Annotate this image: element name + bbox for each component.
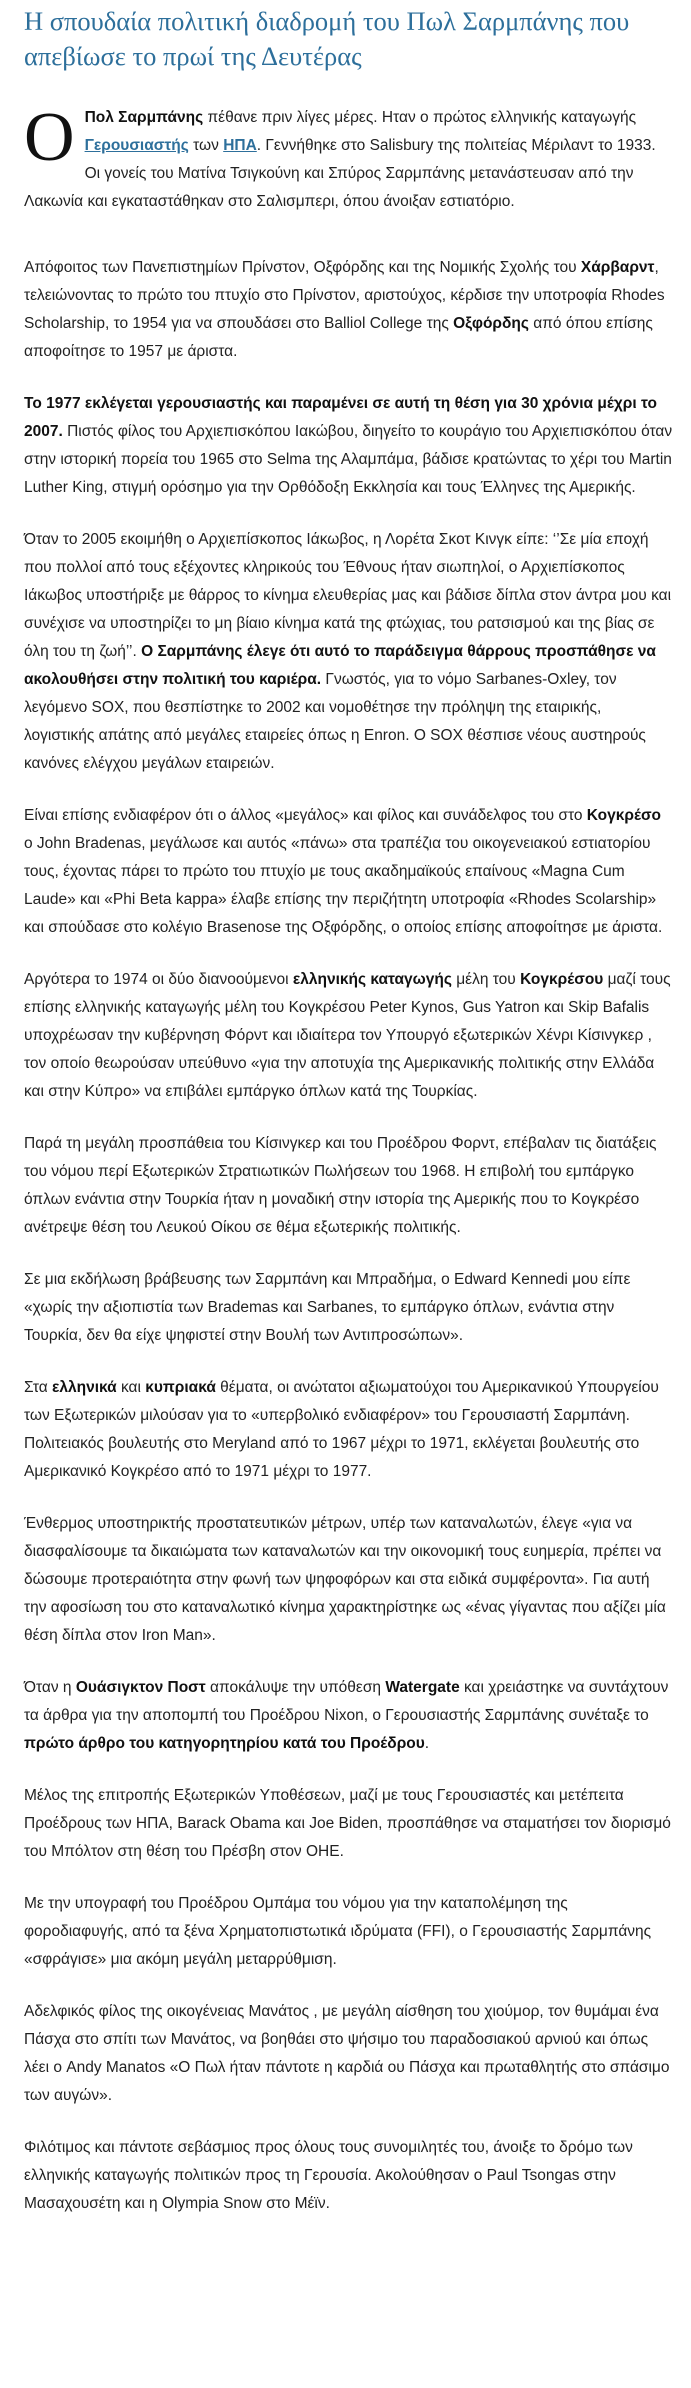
paragraph-9	[24, 1374, 673, 1486]
text: αποκάλυψε την υπόθεση	[205, 1679, 386, 1696]
paragraph-13: Με την υπογραφή του Προέδρου Ομπάμα του νόμου για την καταπολέμηση της φοροδιαφυγής, από τα ξένα Χρηματοπιστωτικά ιδρύματα (FFI), ο Γερουσιαστής Σαρμπάνης «σφράγισε» μια ακόμη μεγάλη μεταρρύθμιση.	[24, 1895, 652, 1968]
text: Στα	[24, 1379, 53, 1396]
bold-text: ελληνικής καταγωγής	[292, 971, 452, 988]
paragraph-12: Μέλος της επιτροπής Εξωτερικών Υποθέσεων, μαζί με τους Γερουσιαστές και μετέπειτα Προέδρους των ΗΠΑ, Barack Obama και Joe Biden, προσπάθησε να σταματήσει τον διορισμό του Μπόλτον στη θέση του Πρέσβη στον ΟΗΕ.	[24, 1787, 671, 1860]
text: Πιστός φίλος του Αρχιεπισκόπου Ιακώβου, διηγείτο το κουράγιο του Αρχιεπισκόπου όταν στην ιστορική πορεία του 1965 στο Selma της Αλαμπάμα, βάδισε κρατώντας το χέρι του Martin Luther King, στιγμή ορόσημο για την Ορθόδοξη Εκκλησία και τους Έλληνες της Αμερικής.	[24, 423, 673, 496]
paragraph-7: Παρά τη μεγάλη προσπάθεια του Κίσινγκερ και του Προέδρου Φορντ, επέβαλαν τις διατάξεις του νόμου περί Εξωτερικών Στρατιωτικών Πωλήσεων του 1968. Η επιβολή του εμπάργκο όπλων ενάντια στην Τουρκία ήταν η μοναδική στην ιστορία της Αμερικής που το Κογκρέσο ανέτρεψε θέση του Λευκού Οίκου σε θέμα εξωτερικής πολιτικής.	[24, 1135, 657, 1236]
paragraph-5	[24, 802, 673, 942]
bold-text: Κογκρέσο	[586, 807, 662, 824]
text: μέλη του	[451, 971, 521, 988]
bold-text: Χάρβαρντ	[580, 259, 655, 276]
bold-text: Ουάσιγκτον Ποστ	[75, 1679, 206, 1696]
bold-name: Πολ Σαρμπάνης	[84, 109, 204, 126]
text: . Γεννήθηκε στο Salisbury της πολιτείας Μέριλαντ το 1933. Οι γονείς του Ματίνα Τσιγκούνη και Σπύρος Σαρμπάνης μετανάστευσαν από την Λακωνία και εγκαταστάθηκαν στο Σαλισμπερι, όπου άνοιξαν εστιατόριο.	[24, 137, 656, 210]
link-usa[interactable]: ΗΠΑ	[223, 137, 257, 154]
text: , τελειώνοντας το πρώτο του πτυχίο στο Πρίνστον, αριστούχος, κέρδισε την υποτροφία Rhodes Scholarship, το 1954 για να σπουδάσει στο Balliol College της	[24, 259, 665, 332]
text: και χρειάστηκε να συντάχτουν τα άρθρα για την αποπομπή του Προέδρου Nixon, ο Γερουσιαστής Σαρμπάνης συνέταξε το	[24, 1679, 669, 1724]
text: Απόφοιτος των Πανεπιστημίων Πρίνστον, Οξφόρδης και της Νομικής Σχολής του	[24, 259, 581, 276]
text: πέθανε πριν λίγες μέρες. Ηταν ο πρώτος ελληνικής καταγωγής	[203, 109, 637, 126]
text: Αργότερα το 1974 οι δύο διανοούμενοι	[24, 971, 293, 988]
link-senator[interactable]: Γερουσιαστής	[84, 137, 189, 154]
text: μαζί τους επίσης ελληνικής καταγωγής μέλη του Κογκρέσου Peter Kynos, Gus Yatron και Skip Bafalis υποχρέωσαν την κυβέρνηση Φόρντ και ιδιαίτερα τον Υπουργό εξωτερικών Χένρι Κίσινγκερ , τον οποίο θεωρούσαν υπεύθυνο «για την αποτυχία της Αμερικανικής πολιτικής στην Ελλάδα και στην Κύπρο» να επιβάλει εμπάργκο όπλων κατά της Τουρκίας.	[24, 971, 671, 1100]
paragraph-10: Ένθερμος υποστηρικτής προστατευτικών μέτρων, υπέρ των καταναλωτών, έλεγε «για να διασφαλίσουμε τα δικαιώματα των καταναλωτών και την οικονομική τους ευημερία, πρέπει να δώσουμε προτεραιότητα στην φωνή των ψηφοφόρων και στα ειδικά συμφέροντα». Για αυτή την αφοσίωση του στο καταναλωτικό κίνημα χαρακτηρίστηκε ως «ένας γίγαντας που αξίζει μία θέση δίπλα στον Iron Man».	[24, 1515, 666, 1644]
bold-text: πρώτο άρθρο του κατηγορητηρίου κατά του Προέδρου	[24, 1735, 425, 1752]
text: Γνωστός, για το νόμο Sarbanes-Oxley, τον λεγόμενο SOX, που θεσπίστηκε το 2002 και νομοθέτησε την πρόληψη της εταιρικής, λογιστικής απάτης από μεγάλες εταιρείες όπως η Enron. Ο SOX θέσπισε νέους αυστηρούς κανόνες ελέγχου μεγάλων εταιρειών.	[24, 671, 646, 772]
drop-cap: Ο	[24, 99, 75, 176]
paragraph-1	[24, 99, 673, 216]
paragraph-15: Φιλότιμος και πάντοτε σεβάσμιος προς όλους τους συνομιλητές του, άνοιξε το δρόμο των ελληνικής καταγωγής πολιτικών προς τη Γερουσία. Ακολούθησαν ο Paul Tsongas στην Μασαχουσέτη και η Olympia Snow στο Μέϊν.	[24, 2139, 633, 2212]
text: και	[116, 1379, 146, 1396]
text: .	[424, 1735, 430, 1752]
text: θέματα, οι ανώτατοι αξιωματούχοι του Αμερικανικού Υπουργείου των Εξωτερικών μιλούσαν για το «υπερβολικό ενδιαφέρον» του Γερουσιαστή Σαρμπάνη. Πολιτειακός βουλευτής στο Meryland από το 1967 μέχρι το 1971, εκλέγεται βουλευτής στο Αμερικανικό Κογκρέσο από το 1971 μέχρι το 1977.	[24, 1379, 659, 1480]
text: από όπου επίσης αποφοίτησε το 1957 με άριστα.	[24, 315, 653, 360]
text: Όταν η	[24, 1679, 76, 1696]
paragraph-11	[24, 1674, 673, 1758]
bold-text: Το 1977 εκλέγεται γερουσιαστής και παραμένει σε αυτή τη θέση για 30 χρόνια μέχρι το 2007.	[24, 395, 657, 440]
bold-text: Watergate	[385, 1679, 460, 1696]
text: Είναι επίσης ενδιαφέρον ότι ο άλλος «μεγάλος» και φίλος και συνάδελφος του στο	[24, 807, 587, 824]
bold-text: ελληνικά	[52, 1379, 117, 1396]
paragraph-8: Σε μια εκδήλωση βράβευσης των Σαρμπάνη και Μπραδήμα, ο Edward Kennedi μου είπε «χωρίς την αξιοπιστία των Brademas και Sarbanes, το εμπάργκο όπλων, ενάντια στην Τουρκία, δεν θα είχε ψηφιστεί στην Βουλή των Αντιπροσώπων».	[24, 1271, 631, 1344]
paragraph-4	[24, 526, 673, 778]
paragraph-2	[24, 254, 673, 366]
bold-text: Ο Σαρμπάνης έλεγε ότι αυτό το παράδειγμα θάρρους προσπάθησε να ακολουθήσει στην πολιτική του καριέρα.	[24, 643, 656, 688]
text: των	[188, 137, 224, 154]
bold-text: κυπριακά	[145, 1379, 216, 1396]
article-title: Η σπουδαία πολιτική διαδρομή του Πωλ Σαρμπάνης που απεβίωσε το πρωί της Δευτέρας	[24, 6, 630, 71]
bold-text: Οξφόρδης	[453, 315, 529, 332]
bold-text: Κογκρέσου	[520, 971, 604, 988]
text: Όταν το 2005 εκοιμήθη ο Αρχιεπίσκοπος Ιάκωβος, η Λορέτα Σκοτ Κινγκ είπε: ‘’Σε μία εποχή που πολλοί από τους εξέχοντες κληρικούς του Έθνους ήταν σιωπηλοί, ο Αρχιεπίσκοπος Ιάκωβος υποστήριξε με θάρρος το κίνημα ελευθερίας μας και βάδισε δίπλα στον άντρα μου και συνέχισε να υποστηρίζει το μη βίαιο κίνημα κατά της φτώχιας, του ρατσισμού και της βίας σε όλη του τη ζωή’’.	[24, 531, 672, 660]
paragraph-14: Αδελφικός φίλος της οικογένειας Μανάτος , με μεγάλη αίσθηση του χιούμορ, τον θυμάμαι ένα Πάσχα στο σπίτι των Μανάτος, να βοηθάει στο ψήσιμο του παραδοσιακού αρνιού και όπως λέει ο Andy Manatos «Ο Πωλ ήταν πάντοτε η καρδιά ου Πάσχα και πρωταθλητής στο σπάσιμο των αυγών».	[24, 2003, 670, 2104]
paragraph-3	[24, 390, 673, 502]
paragraph-6	[24, 966, 673, 1106]
text: ο John Bradenas, μεγάλωσε και αυτός «πάνω» στα τραπέζια του οικογενειακού εστιατορίου τους, έχοντας πάρει το πρώτο του πτυχίο με τους ακαδημαϊκούς επαίνους «Magna Cum Laude» και «Phi Beta kappa» έλαβε επίσης την περιζήτητη υποτροφία «Rhodes Scolarship» και σπούδασε στο κολέγιο Brasenose της Οξφόρδης, ο οποίος επίσης αποφοίτησε με άριστα.	[24, 835, 663, 936]
